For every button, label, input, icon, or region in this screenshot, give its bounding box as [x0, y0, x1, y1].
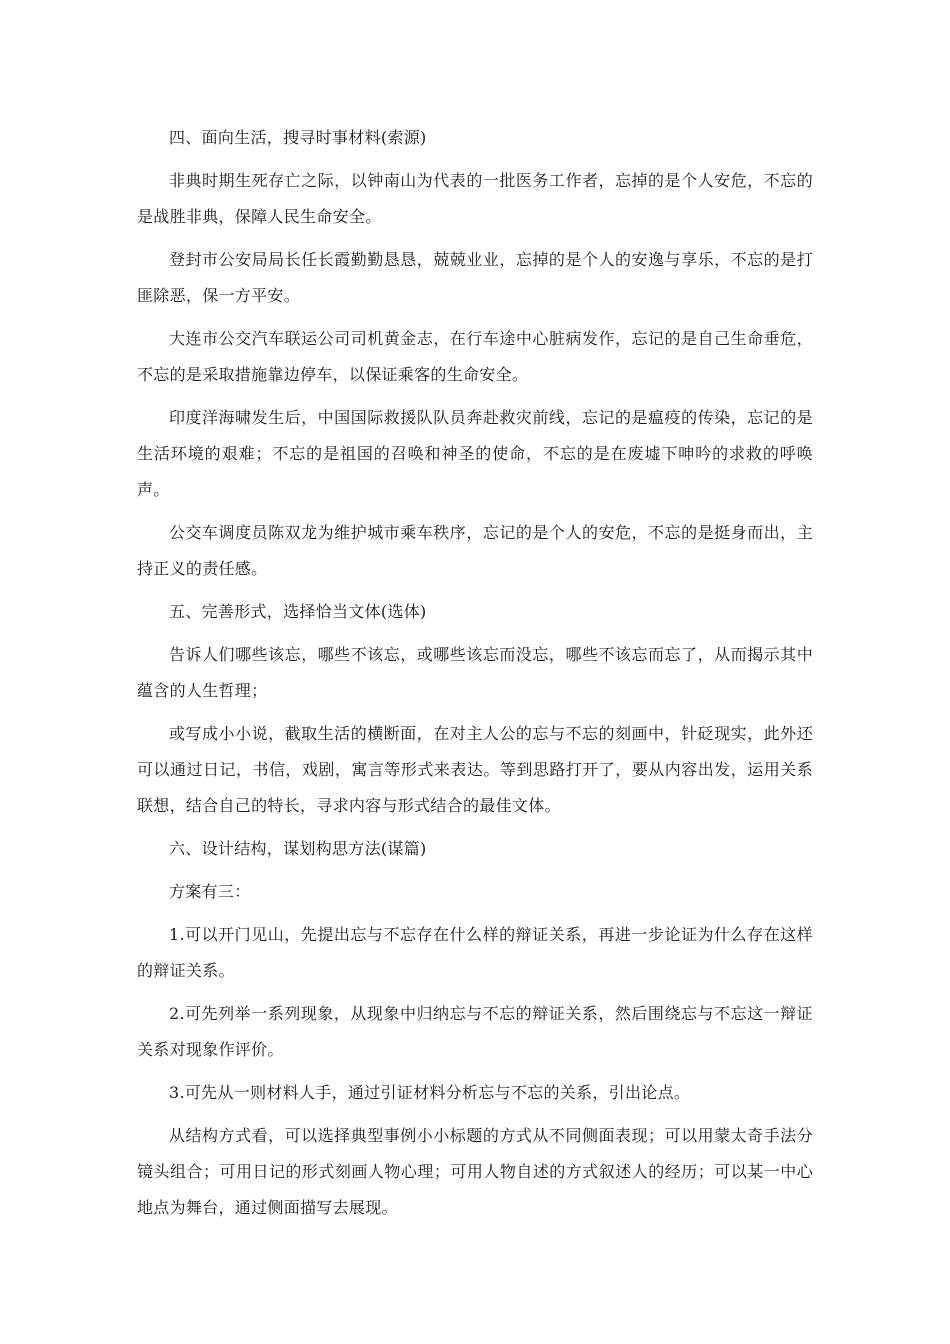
paragraph: 2.可先列举一系列现象，从现象中归纳忘与不忘的辩证关系，然后围绕忘与不忘这一辩证关系对现象作评价。	[137, 1004, 813, 1059]
section-heading-5: 五、完善形式，选择恰当文体(选体)	[169, 602, 427, 621]
paragraph: 方案有三：	[169, 882, 251, 901]
paragraph: 1.可以开门见山，先提出忘与不忘存在什么样的辩证关系，再进一步论证为什么存在这样的辩证关系。	[137, 925, 813, 980]
section-heading-6: 六、设计结构，谋划构思方法(谋篇)	[169, 839, 427, 858]
paragraph: 从结构方式看，可以选择典型事例小小标题的方式从不同侧面表现；可以用蒙太奇手法分镜头组合；可用日记的形式刻画人物心理；可用人物自述的方式叙述人的经历；可以某一中心地点为舞台，通过侧面描写去展现。	[137, 1126, 813, 1217]
paragraph: 3.可先从一则材料人手，通过引证材料分析忘与不忘的关系，引出论点。	[169, 1083, 691, 1102]
paragraph: 登封市公安局局长任长霞勤勤恳恳，兢兢业业，忘掉的是个人的安逸与享乐，不忘的是打匪除恶，保一方平安。	[137, 250, 813, 305]
paragraph: 告诉人们哪些该忘，哪些不该忘，或哪些该忘而没忘，哪些不该忘而忘了，从而揭示其中蕴含的人生哲理；	[137, 645, 813, 700]
section-heading-4: 四、面向生活，搜寻时事材料(索源)	[169, 128, 427, 147]
paragraph: 公交车调度员陈双龙为维护城市乘车秩序，忘记的是个人的安危，不忘的是挺身而出，主持正义的责任感。	[137, 523, 813, 578]
document-page	[137, 120, 813, 1233]
paragraph: 非典时期生死存亡之际，以钟南山为代表的一批医务工作者，忘掉的是个人安危，不忘的是战胜非典，保障人民生命安全。	[137, 171, 813, 226]
paragraph: 印度洋海啸发生后，中国国际救援队队员奔赴救灾前线，忘记的是瘟疫的传染，忘记的是生活环境的艰难；不忘的是祖国的召唤和神圣的使命，不忘的是在废墟下呻吟的求救的呼唤声。	[137, 408, 813, 499]
paragraph: 大连市公交汽车联运公司司机黄金志，在行车途中心脏病发作，忘记的是自己生命垂危，不忘的是采取措施靠边停车，以保证乘客的生命安全。	[137, 329, 813, 384]
paragraph: 或写成小小说，截取生活的横断面，在对主人公的忘与不忘的刻画中，针砭现实，此外还可以通过日记，书信，戏剧，寓言等形式来表达。等到思路打开了，要从内容出发，运用关系联想，结合自己的特长，寻求内容与形式结合的最佳文体。	[137, 724, 813, 815]
